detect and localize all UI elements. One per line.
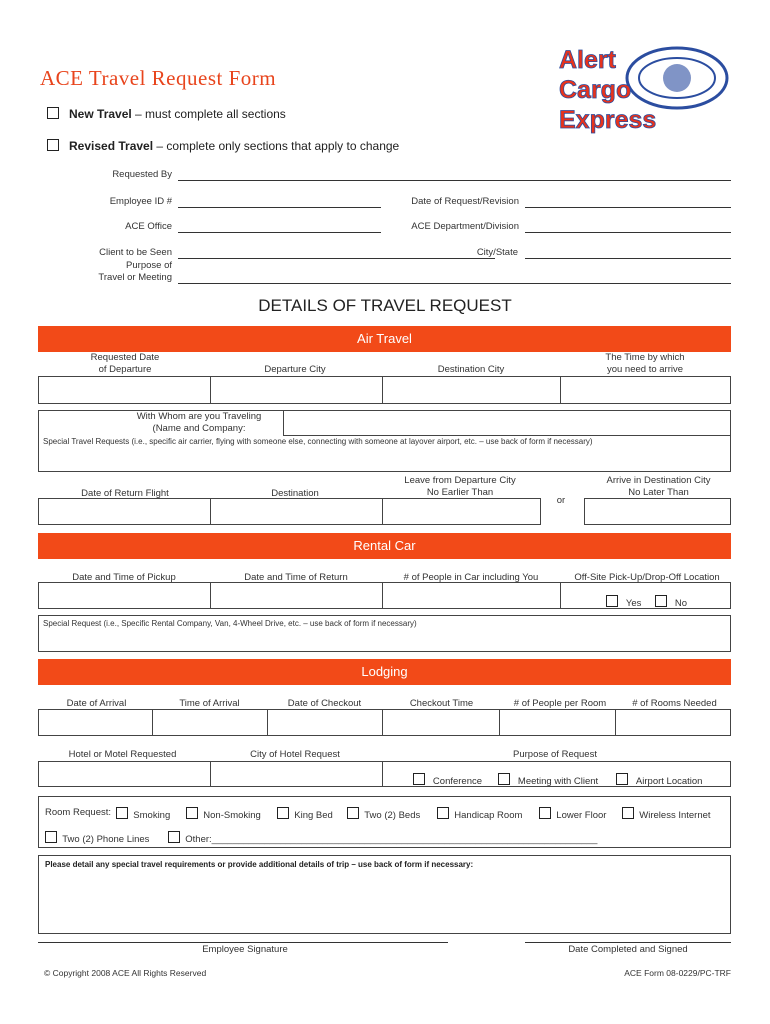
purpose-field[interactable] bbox=[178, 283, 731, 284]
client-field[interactable] bbox=[178, 258, 495, 259]
wireless-checkbox[interactable] bbox=[622, 807, 634, 819]
people-car-input[interactable] bbox=[382, 582, 561, 609]
people-room-input[interactable] bbox=[499, 709, 616, 736]
notes-label: Please detail any special travel requirements or provide additional details of trip – use back of form if necessary: bbox=[45, 860, 474, 869]
people-room-label: # of People per Room bbox=[513, 698, 607, 709]
revised-travel-option[interactable] bbox=[47, 139, 399, 153]
signature-label: Employee Signature bbox=[202, 944, 288, 955]
ace-office-label: ACE Office bbox=[125, 221, 172, 232]
other-label: Other:_________________________________________________________________________ bbox=[185, 834, 598, 845]
pickup-label: Date and Time of Pickup bbox=[72, 572, 176, 583]
return-date-input[interactable] bbox=[38, 498, 211, 525]
offsite-no-option[interactable] bbox=[655, 595, 687, 609]
arrival-date-label: Date of Arrival bbox=[66, 698, 127, 709]
wireless-label: Wireless Internet bbox=[639, 810, 711, 821]
king-option[interactable] bbox=[277, 807, 333, 821]
airport-label: Airport Location bbox=[635, 776, 703, 787]
leave-label bbox=[385, 475, 535, 499]
details-title: DETAILS OF TRAVEL REQUEST bbox=[258, 296, 512, 315]
room-request-label: Room Request: bbox=[45, 807, 112, 818]
wireless-option[interactable] bbox=[622, 807, 711, 821]
requested-by-field[interactable] bbox=[178, 180, 731, 181]
arrival-time-line-2: you need to arrive bbox=[606, 364, 684, 375]
conference-option[interactable] bbox=[413, 773, 482, 787]
return-label: Date and Time of Return bbox=[244, 572, 348, 583]
checkout-date-input[interactable] bbox=[267, 709, 383, 736]
two-beds-option[interactable] bbox=[347, 807, 420, 821]
purpose-label-1: Purpose of bbox=[126, 260, 172, 271]
form-number: ACE Form 08-0229/PC-TRF bbox=[624, 968, 731, 978]
offsite-yes-label: Yes bbox=[625, 598, 642, 609]
departure-city-label: Departure City bbox=[264, 364, 326, 375]
city-state-label: City/State bbox=[476, 247, 518, 258]
offsite-no-label: No bbox=[674, 598, 688, 609]
date-signed-label: Date Completed and Signed bbox=[568, 944, 688, 955]
handicap-option[interactable] bbox=[437, 807, 522, 821]
checkout-date-label: Date of Checkout bbox=[287, 698, 362, 709]
company-logo bbox=[555, 38, 733, 134]
car-special-label: Special Request (i.e., Specific Rental Company, Van, 4-Wheel Drive, etc. – use back of form if necessary) bbox=[43, 619, 417, 628]
nonsmoking-option[interactable] bbox=[186, 807, 261, 821]
date-signed-line[interactable] bbox=[525, 942, 731, 943]
with-whom-line-1: With Whom are you Traveling bbox=[136, 411, 262, 422]
req-date-line-1: Requested Date bbox=[90, 352, 160, 363]
return-date-label: Date of Return Flight bbox=[81, 488, 169, 499]
smoking-checkbox[interactable] bbox=[116, 807, 128, 819]
arrive-input[interactable] bbox=[584, 498, 731, 525]
arrival-time-label bbox=[580, 352, 710, 376]
revised-travel-note: – complete only sections that apply to change bbox=[153, 139, 400, 153]
req-date-label bbox=[70, 352, 180, 376]
leave-line-2: No Earlier Than bbox=[426, 487, 494, 498]
other-checkbox[interactable] bbox=[168, 831, 180, 843]
meeting-option[interactable] bbox=[498, 773, 598, 787]
with-whom-label bbox=[120, 411, 278, 435]
ace-department-label: ACE Department/Division bbox=[411, 221, 519, 232]
lower-floor-checkbox[interactable] bbox=[539, 807, 551, 819]
revised-travel-checkbox[interactable] bbox=[47, 139, 59, 151]
or-label: or bbox=[556, 495, 566, 506]
arrival-time-input[interactable] bbox=[560, 376, 731, 404]
return-input[interactable] bbox=[210, 582, 383, 609]
rental-car-header: Rental Car bbox=[38, 533, 731, 559]
arrive-label bbox=[586, 475, 731, 499]
hotel-input[interactable] bbox=[38, 761, 211, 787]
date-request-label: Date of Request/Revision bbox=[411, 196, 519, 207]
with-whom-input[interactable] bbox=[283, 410, 731, 436]
king-label: King Bed bbox=[294, 810, 333, 821]
smoking-label: Smoking bbox=[133, 810, 171, 821]
return-destination-label: Destination bbox=[271, 488, 319, 499]
employee-id-label: Employee ID # bbox=[109, 196, 172, 207]
handicap-checkbox[interactable] bbox=[437, 807, 449, 819]
city-hotel-input[interactable] bbox=[210, 761, 383, 787]
signature-line[interactable] bbox=[38, 942, 448, 943]
offsite-yes-checkbox[interactable] bbox=[606, 595, 618, 607]
smoking-option[interactable] bbox=[116, 807, 170, 821]
destination-city-label: Destination City bbox=[437, 364, 505, 375]
offsite-no-checkbox[interactable] bbox=[655, 595, 667, 607]
pickup-input[interactable] bbox=[38, 582, 211, 609]
arrival-time-input[interactable] bbox=[152, 709, 268, 736]
king-checkbox[interactable] bbox=[277, 807, 289, 819]
purpose-request-label: Purpose of Request bbox=[513, 749, 597, 760]
req-date-input[interactable] bbox=[38, 376, 211, 404]
arrival-time-line-1: The Time by which bbox=[605, 352, 685, 363]
purpose-label-2: Travel or Meeting bbox=[98, 272, 172, 283]
special-travel-label: Special Travel Requests (i.e., specific air carrier, flying with someone else, connecting with someone at layover airport, etc. – use back of form if necessary) bbox=[43, 437, 593, 446]
revised-travel-label: Revised Travel bbox=[69, 139, 154, 153]
conference-label: Conference bbox=[432, 776, 483, 787]
logo-line-2: Cargo bbox=[559, 76, 632, 104]
leave-line-1: Leave from Departure City bbox=[404, 475, 516, 486]
return-destination-input[interactable] bbox=[210, 498, 383, 525]
airport-option[interactable] bbox=[616, 773, 702, 787]
req-date-line-2: of Departure bbox=[98, 364, 152, 375]
new-travel-checkbox[interactable] bbox=[47, 107, 59, 119]
hotel-label: Hotel or Motel Requested bbox=[68, 749, 177, 760]
new-travel-label: New Travel bbox=[69, 107, 132, 121]
departure-city-input[interactable] bbox=[210, 376, 383, 404]
meeting-checkbox[interactable] bbox=[498, 773, 510, 785]
two-beds-checkbox[interactable] bbox=[347, 807, 359, 819]
logo-line-1: Alert bbox=[559, 46, 616, 74]
lower-floor-option[interactable] bbox=[539, 807, 606, 821]
nonsmoking-label: Non-Smoking bbox=[203, 810, 261, 821]
requested-by-label: Requested By bbox=[112, 169, 172, 180]
nonsmoking-checkbox[interactable] bbox=[186, 807, 198, 819]
logo-line-3: Express bbox=[559, 106, 657, 134]
rooms-input[interactable] bbox=[615, 709, 731, 736]
ace-department-field[interactable] bbox=[525, 232, 731, 233]
lodging-header: Lodging bbox=[38, 659, 731, 685]
rooms-label: # of Rooms Needed bbox=[632, 698, 717, 709]
with-whom-line-2: (Name and Company: bbox=[152, 423, 246, 434]
client-label: Client to be Seen bbox=[99, 247, 172, 258]
arrival-time-lodging-label: Time of Arrival bbox=[179, 698, 240, 709]
two-beds-label: Two (2) Beds bbox=[364, 810, 421, 821]
city-hotel-label: City of Hotel Request bbox=[250, 749, 340, 760]
employee-id-field[interactable] bbox=[178, 207, 381, 208]
ace-office-field[interactable] bbox=[178, 232, 381, 233]
meeting-label: Meeting with Client bbox=[517, 776, 599, 787]
leave-input[interactable] bbox=[382, 498, 541, 525]
lower-floor-label: Lower Floor bbox=[556, 810, 607, 821]
new-travel-option[interactable] bbox=[47, 107, 286, 121]
destination-city-input[interactable] bbox=[382, 376, 561, 404]
phone-lines-label: Two (2) Phone Lines bbox=[62, 834, 150, 845]
checkout-time-input[interactable] bbox=[382, 709, 500, 736]
checkout-time-label: Checkout Time bbox=[409, 698, 474, 709]
offsite-label: Off-Site Pick-Up/Drop-Off Location bbox=[574, 572, 720, 583]
city-state-field[interactable] bbox=[525, 258, 731, 259]
handicap-label: Handicap Room bbox=[454, 810, 523, 821]
arrive-line-2: No Later Than bbox=[628, 487, 689, 498]
copyright: © Copyright 2008 ACE All Rights Reserved bbox=[44, 968, 207, 978]
arrive-line-1: Arrive in Destination City bbox=[606, 475, 711, 486]
arrival-date-input[interactable] bbox=[38, 709, 153, 736]
airport-checkbox[interactable] bbox=[616, 773, 628, 785]
phone-lines-checkbox[interactable] bbox=[45, 831, 57, 843]
other-option[interactable] bbox=[168, 831, 728, 845]
offsite-yes-option[interactable] bbox=[606, 595, 641, 609]
new-travel-note: – must complete all sections bbox=[131, 107, 286, 121]
phone-lines-option[interactable] bbox=[45, 831, 149, 845]
form-title: ACE Travel Request Form bbox=[40, 66, 277, 90]
offsite-input[interactable] bbox=[560, 582, 731, 609]
air-travel-header: Air Travel bbox=[38, 326, 731, 352]
people-car-label: # of People in Car including You bbox=[403, 572, 539, 583]
conference-checkbox[interactable] bbox=[413, 773, 425, 785]
date-request-field[interactable] bbox=[525, 207, 731, 208]
